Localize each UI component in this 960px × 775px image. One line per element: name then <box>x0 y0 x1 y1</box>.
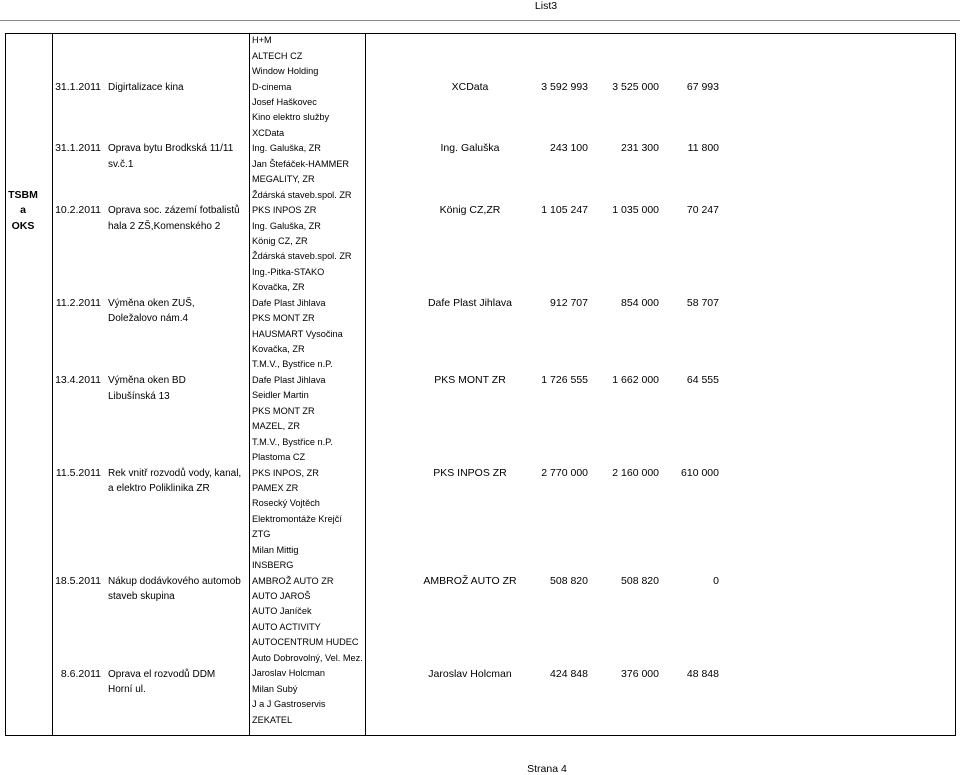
record-row <box>0 141 960 172</box>
record-amount-2: 231 300 <box>621 142 659 155</box>
record-amount-3: 11 800 <box>687 142 719 155</box>
record-row <box>0 373 960 404</box>
contractor-entry: T.M.V., Bystřice n.P. <box>252 359 333 370</box>
record-description-line-1: Rek vnitř rozvodů vody, kanal, <box>108 467 242 479</box>
contractor-entry: T.M.V., Bystřice n.P. <box>252 436 333 447</box>
record-amount-1: 243 100 <box>550 142 588 155</box>
record-description-line-2: a elektro Poliklinika ZR <box>108 483 210 495</box>
record-amount-2: 3 525 000 <box>612 80 659 93</box>
contractor-entry: Josef Haškovec <box>252 97 317 108</box>
record-amount-3: 0 <box>713 575 719 588</box>
record-description-line-2: Libušínská 13 <box>108 390 170 402</box>
record-description-line-2: Doležalovo nám.4 <box>108 313 189 325</box>
table-bottom-border <box>5 735 956 736</box>
contractor-entry: Dafe Plast Jihlava <box>252 374 326 385</box>
record-amount-3: 48 848 <box>686 667 719 680</box>
record-amount-1: 1 105 247 <box>541 204 588 217</box>
record-description-line-1: Výměna oken BD <box>108 375 186 387</box>
record-description-line-2: staveb skupina <box>108 591 175 603</box>
record-date: 13.4.2011 <box>55 374 101 387</box>
record-amount-3: 58 707 <box>686 296 719 309</box>
record-winner: Dafe Plast Jihlava <box>427 296 513 309</box>
contractor-entry: AUTOCENTRUM HUDEC <box>252 637 359 648</box>
page-number: Strana 4 <box>527 763 567 775</box>
record-amount-2: 376 000 <box>621 667 659 680</box>
contractor-entry: Ždárská staveb.spol. ZR <box>252 189 352 200</box>
record-winner: König CZ,ZR <box>439 204 501 217</box>
category-label-line-1: TSBM <box>8 188 38 201</box>
contractor-entry: Milan Subý <box>252 683 298 694</box>
record-description-line-1: Oprava el rozvodů DDM <box>108 668 216 680</box>
contractor-entry: AUTO ACTIVITY <box>252 621 321 632</box>
contractor-entry: ALTECH CZ <box>252 50 303 61</box>
contractor-entry: J a J Gastroservis <box>252 699 326 710</box>
record-winner: PKS MONT ZR <box>434 374 506 387</box>
record-winner: PKS INPOS ZR <box>433 466 507 479</box>
category-label-line-2: a <box>20 204 26 217</box>
contractor-entry: AUTO Janíček <box>252 606 312 617</box>
record-description-line-2: Horní ul. <box>108 684 146 696</box>
record-description-line-1: Nákup dodávkového automob <box>108 576 241 588</box>
contractor-entry: Ždárská staveb.spol. ZR <box>252 251 352 262</box>
record-amount-1: 3 592 993 <box>541 80 588 93</box>
contractor-entry: PKS MONT ZR <box>252 313 315 324</box>
table-top-border <box>5 33 956 34</box>
contractor-entry: Milan Mittig <box>252 544 299 555</box>
contractor-entry: INSBERG <box>252 560 294 571</box>
contractor-entry: Ing. Galuška, ZR <box>252 143 321 154</box>
record-amount-1: 912 707 <box>550 296 588 309</box>
contractor-entry: Kovačka, ZR <box>252 282 305 293</box>
record-description-line-2: sv.č.1 <box>108 158 134 170</box>
contractor-entry: König CZ, ZR <box>252 235 308 246</box>
contractor-entry: MAZEL, ZR <box>252 421 300 432</box>
contractor-entry: Kovačka, ZR <box>252 344 305 355</box>
record-row <box>0 574 960 605</box>
contractor-entry: MEGALITY, ZR <box>252 174 315 185</box>
record-description-line-1: Digirtalizace kina <box>108 81 184 93</box>
contractor-entry: Auto Dobrovolný, Vel. Mez. <box>252 652 363 663</box>
header-divider <box>0 20 960 21</box>
record-description-line-1: Výměna oken ZUŠ, <box>108 297 195 309</box>
record-amount-2: 2 160 000 <box>612 466 659 479</box>
record-date: 11.2.2011 <box>55 296 101 309</box>
contractor-entry: Window Holding <box>252 66 319 77</box>
record-amount-2: 508 820 <box>621 575 659 588</box>
record-date: 18.5.2011 <box>55 575 101 588</box>
contractor-entry: Elektromontáže Krejčí <box>252 513 342 524</box>
record-row <box>0 80 960 111</box>
contractor-entry: PKS INPOS, ZR <box>252 467 319 478</box>
contractor-entry: H+M <box>252 35 272 46</box>
contractor-entry: PKS MONT ZR <box>252 405 315 416</box>
category-label-line-3: OKS <box>11 219 35 232</box>
contractor-entry: HAUSMART Vysočina <box>252 328 343 339</box>
record-amount-2: 1 035 000 <box>612 204 659 217</box>
contractor-entry: PKS INPOS ZR <box>252 205 317 216</box>
contractor-entry: Jaroslav Holcman <box>252 668 326 679</box>
contractor-entry: Kino elektro služby <box>252 112 330 123</box>
record-amount-2: 1 662 000 <box>612 374 659 387</box>
contractor-entry: Jan Štefáček-HAMMER <box>252 158 350 169</box>
record-winner: XCData <box>451 80 489 93</box>
record-row <box>0 296 960 327</box>
record-description-line-1: Oprava bytu Brodkská 11/11 <box>108 143 234 155</box>
contractor-entry: Plastoma CZ <box>252 452 306 463</box>
contractor-entry: ZEKATEL <box>252 714 293 725</box>
record-date: 11.5.2011 <box>55 466 101 479</box>
record-winner: AMBROŽ AUTO ZR <box>423 575 517 588</box>
record-row <box>0 203 960 234</box>
record-date: 31.1.2011 <box>55 142 101 155</box>
contractor-entry: D-cinema <box>252 81 292 92</box>
contractor-entry: PAMEX ZR <box>252 482 299 493</box>
record-amount-2: 854 000 <box>621 296 659 309</box>
contractor-entry: Seidler Martin <box>252 390 309 401</box>
contractor-entry: Dafe Plast Jihlava <box>252 297 326 308</box>
record-date: 8.6.2011 <box>60 667 101 680</box>
record-amount-3: 70 247 <box>686 204 719 217</box>
record-description-line-1: Oprava soc. zázemí fotbalistů <box>108 205 240 217</box>
contractor-entry: Ing. Galuška, ZR <box>252 220 321 231</box>
record-date: 31.1.2011 <box>55 80 101 93</box>
contractor-entry: ZTG <box>252 529 271 540</box>
contractor-entry: XCData <box>252 127 285 138</box>
contractor-entry: AMBROŽ AUTO ZR <box>252 575 334 586</box>
record-date: 10.2.2011 <box>55 204 101 217</box>
record-amount-3: 64 555 <box>686 374 719 387</box>
record-amount-1: 1 726 555 <box>541 374 588 387</box>
record-amount-3: 67 993 <box>686 80 719 93</box>
contractor-entry: AUTO JAROŠ <box>252 591 311 602</box>
record-amount-1: 508 820 <box>550 575 588 588</box>
record-winner: Ing. Galuška <box>440 142 500 155</box>
record-row <box>0 466 960 497</box>
record-winner: Jaroslav Holcman <box>428 667 512 680</box>
contractor-entry: Rosecký Vojtěch <box>252 498 320 509</box>
contractor-entry: Ing.-Pitka-STAKO <box>252 266 325 277</box>
record-row <box>0 667 960 698</box>
sheet-name: List3 <box>534 0 558 12</box>
record-description-line-2: hala 2 ZŠ,Komenského 2 <box>108 220 221 232</box>
record-amount-1: 424 848 <box>550 667 588 680</box>
record-amount-3: 610 000 <box>681 466 719 479</box>
record-amount-1: 2 770 000 <box>541 466 588 479</box>
